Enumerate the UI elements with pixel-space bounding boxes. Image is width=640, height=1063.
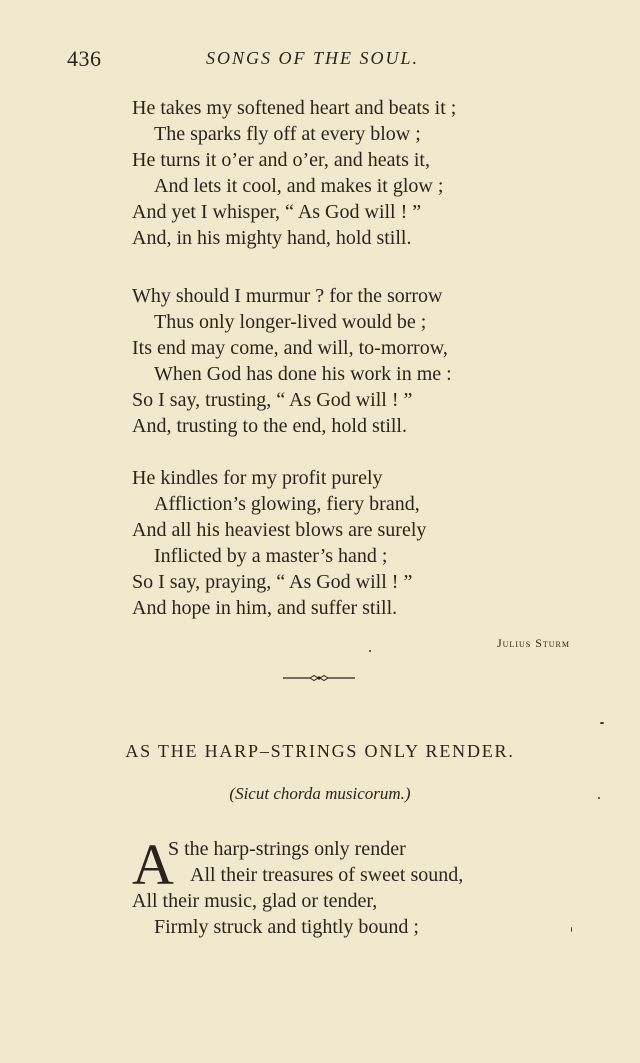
verse-line: Inflicted by a master’s hand ; <box>154 545 388 567</box>
paper-speck <box>600 722 604 724</box>
verse-line: All their music, glad or tender, <box>132 890 378 912</box>
poem-title: AS THE HARP–STRINGS ONLY RENDER. <box>125 741 515 761</box>
verse-line: All their treasures of sweet sound, <box>190 864 464 886</box>
verse-line: Its end may come, and will, to-morrow, <box>132 337 448 359</box>
verse-line: And, in his mighty hand, hold still. <box>132 227 412 249</box>
drop-cap: A <box>132 832 174 897</box>
verse-line: Firmly struck and tightly bound ; <box>154 916 419 938</box>
verse-line: He turns it o’er and o’er, and heats it, <box>132 149 430 171</box>
verse-line: Affliction’s glowing, fiery brand, <box>154 493 420 515</box>
verse-line: And lets it cool, and makes it glow ; <box>154 175 444 197</box>
paper-speck <box>598 797 600 799</box>
stanza-4 <box>132 832 572 940</box>
page-number: 436 <box>67 46 102 71</box>
verse-line: He takes my softened heart and beats it ; <box>132 97 457 119</box>
poem-subtitle: (Sicut chorda musicorum.) <box>229 784 411 803</box>
verse-line: When God has done his work in me : <box>154 363 452 385</box>
stanza-3 <box>132 465 572 621</box>
verse-line: Why should I murmur ? for the sorrow <box>132 285 443 307</box>
page-header <box>0 42 640 72</box>
paper-speck <box>571 927 572 932</box>
paper-speck <box>369 650 371 652</box>
verse-line: S the harp-strings only render <box>168 838 406 860</box>
verse-line: And hope in him, and suffer still. <box>132 597 398 619</box>
poem-attribution: Julius Sturm <box>496 636 570 650</box>
verse-line: And yet I whisper, “ As God will ! ” <box>132 201 422 223</box>
section-divider-ornament <box>283 672 355 684</box>
verse-line: So I say, trusting, “ As God will ! ” <box>132 389 413 411</box>
stanza-1 <box>132 95 572 251</box>
verse-line: So I say, praying, “ As God will ! ” <box>132 571 413 593</box>
verse-line: The sparks fly off at every blow ; <box>154 123 421 145</box>
running-title: SONGS OF THE SOUL. <box>206 48 420 68</box>
stanza-2 <box>132 283 572 439</box>
verse-line: And all his heaviest blows are surely <box>132 519 427 541</box>
verse-line: And, trusting to the end, hold still. <box>132 415 407 437</box>
verse-line: Thus only longer-lived would be ; <box>154 311 427 333</box>
verse-line: He kindles for my profit purely <box>132 467 383 489</box>
